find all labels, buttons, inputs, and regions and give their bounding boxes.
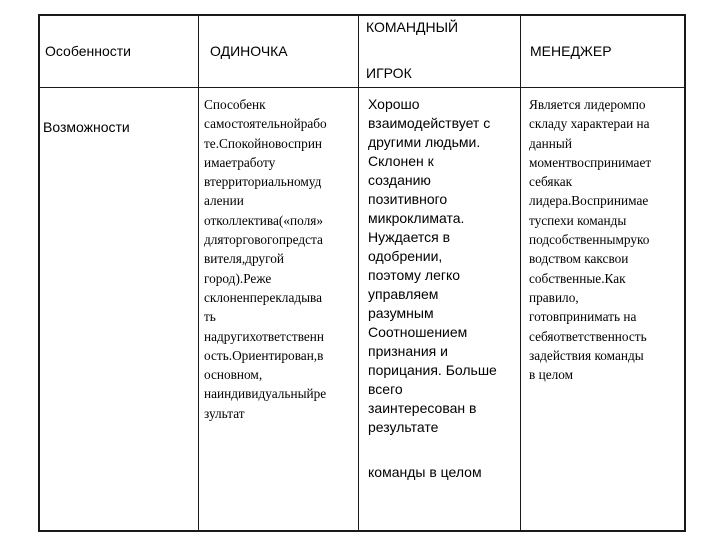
table-border-left xyxy=(38,14,40,532)
header-features: Особенности xyxy=(45,43,131,59)
header-team-player-line2: ИГРОК xyxy=(366,65,412,81)
header-loner: ОДИНОЧКА xyxy=(210,43,288,59)
header-manager: МЕНЕДЖЕР xyxy=(530,43,612,59)
table-border-right xyxy=(684,14,686,532)
cell-loner-description: Способенк самостоятельнойрабо те.Спокойновосприн имаетработу втерриториальномуд алении отколлектива(«поля» дляторговогопредста вителя,другой город).Реже склоненперекладыва ть надругихответственн ость.Ориентирован,в основном, наиндивидуальныйре зультат xyxy=(204,97,327,421)
column-divider-3 xyxy=(520,14,521,532)
column-divider-2 xyxy=(358,14,359,532)
table-border-top xyxy=(38,14,686,16)
column-divider-1 xyxy=(198,14,199,532)
comparison-table xyxy=(38,14,686,532)
cell-manager-description: Является лидеромпо складу характераи на данный моментвоспринимает себякак лидера.Воспринимае туспехи команды подсобственнымруко водством каксвои собственные.Как правило, готовпринимать на себяответственность задействия команды в целом xyxy=(529,97,652,383)
row-label-capabilities: Возможности xyxy=(43,119,130,135)
header-row-divider xyxy=(38,87,686,88)
header-team-player-line1: КОМАНДНЫЙ xyxy=(366,19,459,35)
cell-team-player-continuation: команды в целом xyxy=(368,464,482,480)
cell-team-player-description: Хорошо взаимодействует с другими людьми. Склонен к созданию позитивного микроклимата. Нуждается в одобрении, поэтому легко управляем разумным Соотношением признания и порицания. Больше всего заинтересован в результате xyxy=(368,96,497,435)
table-border-bottom xyxy=(38,530,686,532)
